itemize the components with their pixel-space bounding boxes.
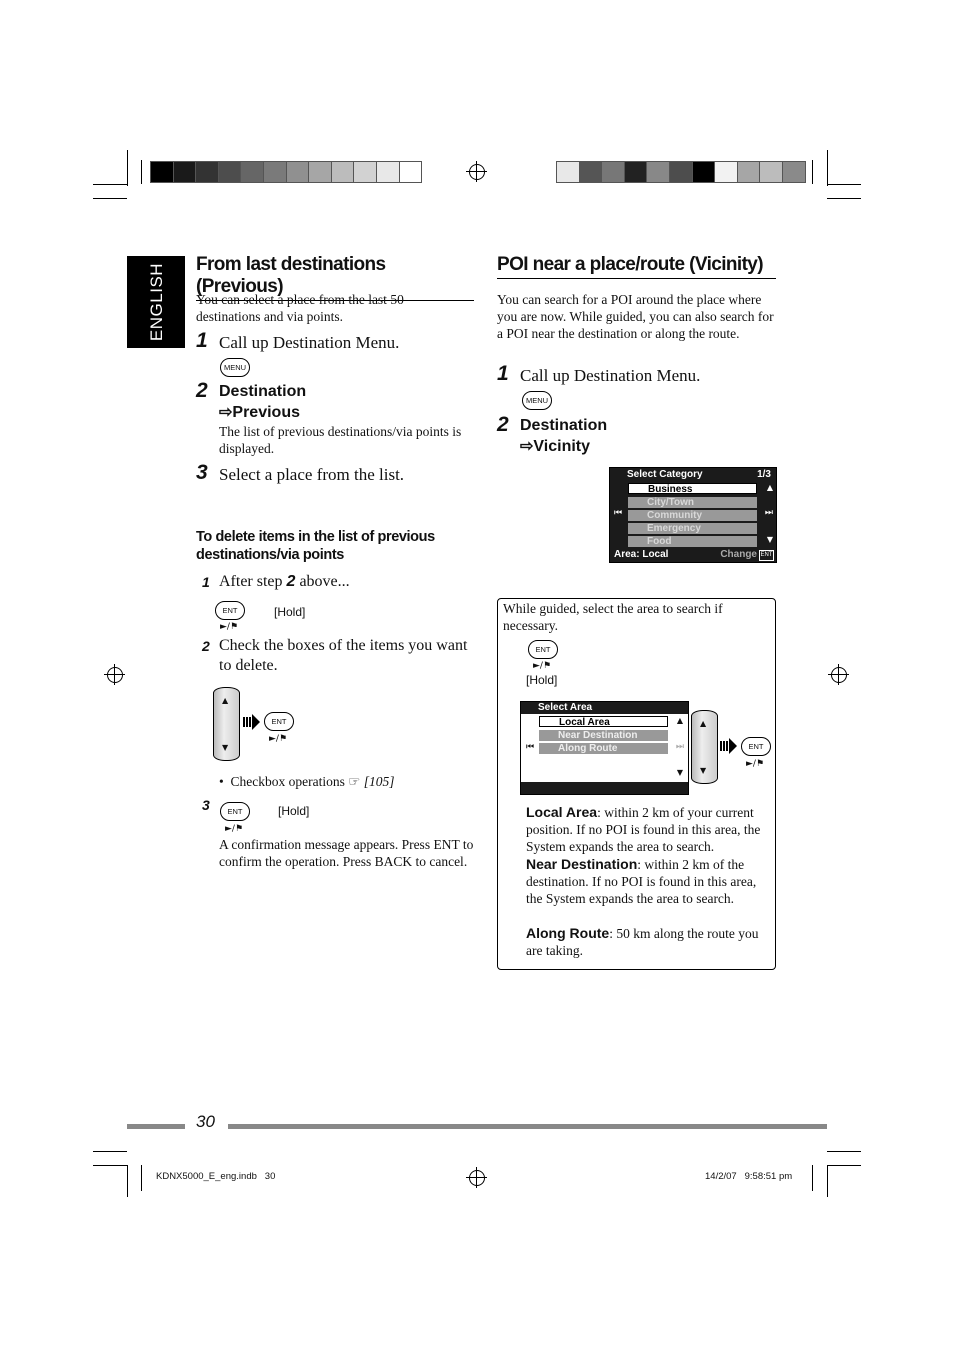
scroll-knob-icon[interactable] (213, 687, 240, 761)
definition-item (526, 925, 772, 959)
list-item[interactable]: Emergency (628, 523, 757, 534)
list-item[interactable]: Near Destination (539, 730, 668, 741)
list-item[interactable]: Local Area (539, 716, 668, 727)
color-swatch (173, 161, 197, 183)
arrow-up-icon: ▲ (700, 719, 707, 728)
scroll-down-icon[interactable]: ▼ (766, 535, 773, 544)
color-swatch (782, 161, 806, 183)
side-tab (127, 256, 185, 348)
registration-mark-icon (469, 1170, 485, 1186)
arrow-down-icon: ▼ (700, 766, 707, 775)
color-swatch (692, 161, 716, 183)
color-swatch (646, 161, 670, 183)
color-swatch (353, 161, 377, 183)
arrow-down-icon: ▼ (222, 743, 229, 752)
ent-button[interactable]: ENT (220, 802, 250, 821)
title-prefix: POI near a place/route ( (497, 254, 695, 275)
substep-text: Check the boxes of the items you want to delete. (219, 637, 468, 674)
definition-term: Local Area (526, 804, 598, 820)
registration-mark-icon (107, 667, 123, 683)
step-number: 1 (196, 329, 208, 352)
play-flag-icon: ►/⚑ (225, 824, 244, 834)
color-swatch (376, 161, 400, 183)
title-prefix: From last destinations ( (196, 254, 386, 297)
title-bold: Vicinity (694, 254, 758, 275)
substep-number: 3 (202, 797, 210, 813)
screen-title: Select Category (627, 469, 703, 480)
registration-mark-icon (831, 667, 847, 683)
arrow-right-icon (243, 713, 261, 731)
page-indicator: 1/3 (757, 469, 771, 480)
prev-icon[interactable]: ⏮ (526, 742, 535, 752)
step-number: 1 (497, 362, 509, 385)
step-ref: 2 (286, 573, 296, 590)
color-swatch (624, 161, 648, 183)
menu-button[interactable]: MENU (522, 391, 552, 410)
area-label: Area: Local (614, 549, 669, 560)
title-bold: Previous (201, 276, 278, 297)
step-text: Call up Destination Menu. (219, 333, 400, 352)
substep-number: 2 (202, 638, 210, 654)
play-flag-icon: ►/⚑ (220, 622, 239, 632)
bullet-dot: • (219, 774, 231, 789)
color-swatch (150, 161, 174, 183)
color-swatch (669, 161, 693, 183)
step-text: Destination (520, 417, 608, 434)
list-item[interactable]: Community (628, 510, 757, 521)
hold-label: [Hold] (526, 673, 558, 687)
side-tab-label: ENGLISH (147, 262, 166, 342)
scroll-up-icon[interactable]: ▲ (766, 483, 773, 492)
definition-desc: : within 2 km of your current position. If no POI is found in this area, the System expands the area to search. (526, 805, 761, 854)
color-swatch (714, 161, 738, 183)
category-screen (609, 467, 777, 563)
screen-title: Select Area (538, 702, 593, 713)
footer-rule-left (127, 1124, 185, 1129)
ent-button[interactable]: ENT (264, 712, 294, 731)
color-swatch (556, 161, 580, 183)
color-swatch (601, 161, 625, 183)
substep-text-part: After step (219, 573, 287, 590)
list-item[interactable]: Food (628, 536, 757, 547)
definition-item (526, 804, 772, 855)
color-swatch (240, 161, 264, 183)
bullet-text: Checkbox operations ☞ (230, 774, 364, 789)
menu-button[interactable]: MENU (220, 358, 250, 377)
ent-mini-icon: ENT (759, 550, 774, 561)
step-text: ⇨Previous (219, 404, 300, 421)
registration-mark-icon (469, 164, 485, 180)
definition-desc: : within 2 km of the destination. If no POI is found in this area, the System expands the area to search. (526, 857, 757, 906)
box-intro: While guided, select the area to search if necessary. (503, 601, 723, 633)
play-flag-icon: ►/⚑ (533, 661, 552, 671)
footer-rule-right (228, 1124, 827, 1129)
arrow-up-icon: ▲ (222, 696, 229, 705)
definition-term: Along Route (526, 925, 610, 941)
step-text: Destination (219, 383, 307, 400)
color-swatch (218, 161, 242, 183)
color-swatch (195, 161, 219, 183)
play-flag-icon: ►/⚑ (746, 759, 765, 769)
step-text: Select a place from the list. (219, 465, 405, 484)
step-number: 2 (497, 413, 509, 436)
list-item[interactable]: Business (628, 483, 757, 494)
title-suffix: ) (757, 254, 764, 275)
arrow-right-icon (720, 737, 738, 755)
color-swatch (579, 161, 603, 183)
color-swatch (759, 161, 783, 183)
area-screen (520, 701, 689, 795)
color-swatch (263, 161, 287, 183)
subheading-delete: To delete items in the list of previous destinations/via points (196, 529, 435, 563)
scroll-knob-icon[interactable] (691, 710, 718, 784)
color-swatch (286, 161, 310, 183)
section-title-vicinity (497, 254, 776, 279)
step-number: 3 (196, 461, 208, 484)
list-item[interactable]: Along Route (539, 743, 668, 754)
page-number: 30 (196, 1112, 215, 1131)
file-info: KDNX5000_E_eng.indb 30 (156, 1171, 276, 1182)
step-text: ⇨Vicinity (520, 438, 591, 455)
step-number: 2 (196, 379, 208, 402)
next-icon[interactable]: ⏭ (675, 742, 684, 752)
next-icon[interactable]: ⏭ (764, 508, 773, 518)
substep-text (219, 573, 350, 591)
intro-text: You can select a place from the last 50 destinations and via points. (196, 292, 404, 324)
scroll-up-icon[interactable]: ▲ (676, 716, 683, 725)
play-flag-icon: ►/⚑ (269, 734, 288, 744)
definition-term: Near Destination (526, 856, 638, 872)
bullet-item (219, 774, 394, 790)
list-item[interactable]: City/Town (628, 497, 757, 508)
color-swatch (308, 161, 332, 183)
print-timestamp: 14/2/07 9:58:51 pm (705, 1171, 793, 1182)
ent-button[interactable]: ENT (741, 737, 771, 756)
prev-icon[interactable]: ⏮ (614, 508, 623, 518)
hold-label: [Hold] (274, 605, 306, 619)
intro-text: You can search for a POI around the place where you are now. While guided, you can also search for a POI near the destination or along the route. (497, 292, 774, 341)
ent-button[interactable]: ENT (215, 601, 245, 620)
scroll-down-icon[interactable]: ▼ (676, 768, 683, 777)
step-description: The list of previous destinations/via points is displayed. (219, 424, 462, 456)
step-description: A confirmation message appears. Press ENT to confirm the operation. Press BACK to cancel. (219, 837, 474, 869)
hold-label: [Hold] (278, 804, 310, 818)
ent-button[interactable]: ENT (528, 640, 558, 659)
color-swatch (399, 161, 423, 183)
step-text: Call up Destination Menu. (520, 366, 701, 385)
page-ref-link[interactable]: [105] (363, 774, 395, 789)
color-swatch (737, 161, 761, 183)
title-suffix: ) (277, 276, 283, 297)
definition-item (526, 856, 772, 907)
definition-desc: : 50 km along the route you are taking. (526, 926, 759, 958)
change-label: Change (720, 549, 757, 560)
substep-number: 1 (202, 574, 210, 590)
color-swatch (331, 161, 355, 183)
substep-text-part: above... (295, 573, 350, 590)
